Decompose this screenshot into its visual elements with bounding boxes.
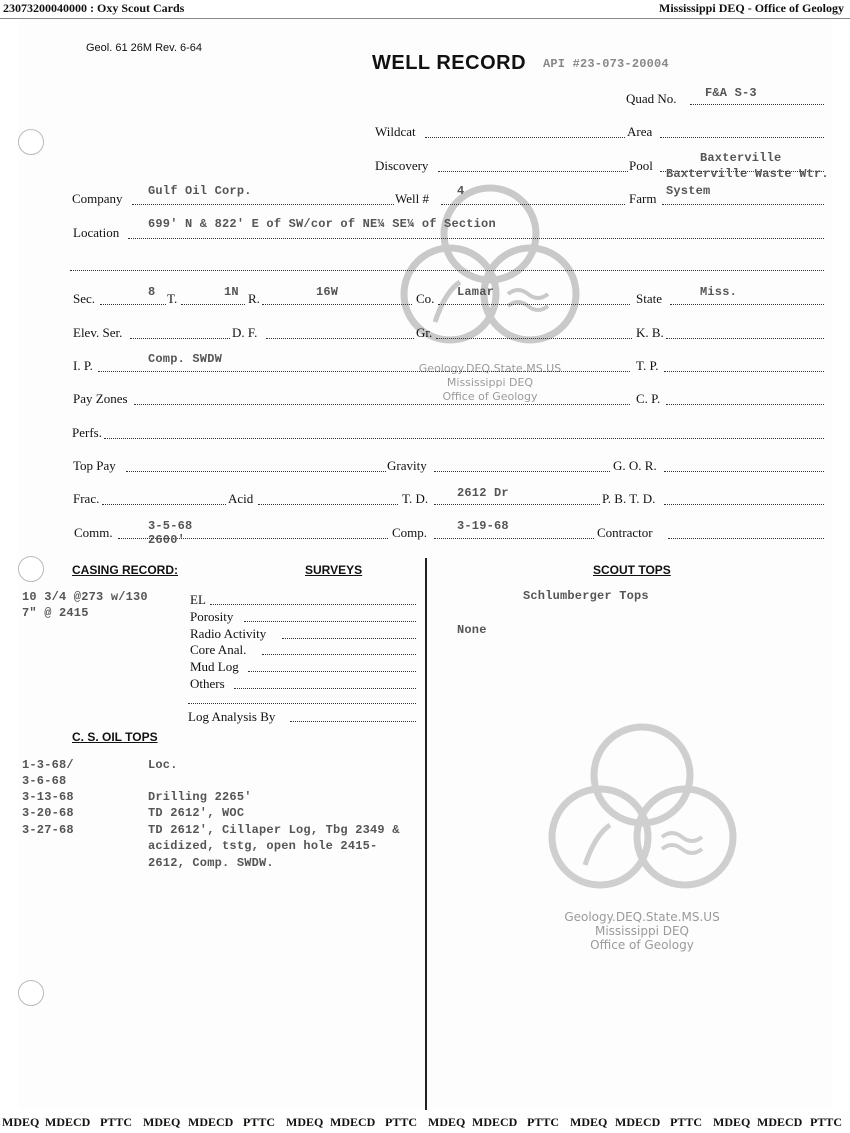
df-label: D. F.: [232, 325, 258, 340]
casing-record-heading: CASING RECORD:: [72, 563, 179, 577]
page-title: WELL RECORD: [372, 52, 527, 74]
watermark-text-3: Office of Geology: [590, 938, 694, 952]
location-value: 699' N & 822' E of SW/cor of NE¼ SE¼ of Section: [148, 217, 496, 231]
area-label: Area: [627, 124, 653, 139]
r-label: R.: [248, 291, 260, 306]
deq-watermark-logo-bottom: [530, 715, 760, 960]
header-right: Mississippi DEQ - Office of Geology: [659, 1, 844, 15]
watermark-text-3: Office of Geology: [442, 390, 538, 403]
company-line: [132, 204, 394, 205]
quad-no-line: [690, 104, 824, 105]
log-analysis-line: [290, 721, 416, 722]
td-value: 2612 Dr: [457, 486, 509, 500]
survey-core-anal-line: [262, 654, 416, 655]
elev-ser-label: Elev. Ser.: [73, 325, 123, 340]
cp-line: [666, 404, 824, 405]
county-label: Co.: [416, 291, 435, 306]
gr-line: [436, 338, 632, 339]
scout-tops-subheading: Schlumberger Tops: [523, 589, 649, 603]
gor-line: [664, 471, 824, 472]
pool-value-2: Baxterville Waste Wtr.: [666, 167, 829, 181]
survey-porosity-line: [244, 621, 416, 622]
survey-el-label: EL: [190, 592, 206, 607]
location-line-2: [70, 270, 824, 271]
footer-label: MDECD: [45, 1115, 91, 1129]
survey-core-anal-label: Core Anal.: [190, 642, 247, 657]
ip-line: [98, 371, 630, 372]
gor-label: G. O. R.: [613, 458, 657, 473]
comp-line: [434, 538, 594, 539]
top-pay-label: Top Pay: [73, 458, 116, 473]
top-pay-line: [126, 471, 386, 472]
casing-line-1: 10 3/4 @273 w/130: [22, 590, 148, 604]
t-label: T.: [167, 291, 178, 306]
cs-oil-tops-date: 3-6-68: [22, 774, 67, 788]
cs-oil-tops-date: 1-3-68/: [22, 758, 74, 772]
gravity-line: [434, 471, 610, 472]
header-left: 23073200040000 : Oxy Scout Cards: [3, 1, 185, 15]
cs-oil-tops-text: 2612, Comp. SWDW.: [148, 856, 274, 870]
log-analysis-label: Log Analysis By: [188, 709, 276, 724]
gravity-label: Gravity: [387, 458, 427, 473]
state-line: [670, 304, 824, 305]
footer-label: MDEQ: [428, 1115, 466, 1129]
farm-line: [662, 204, 824, 205]
kb-label: K. B.: [636, 325, 664, 340]
wildcat-line: [425, 137, 625, 138]
watermark-text-1: Geology.DEQ.State.MS.US: [418, 362, 562, 375]
pool-label: Pool: [629, 158, 653, 173]
perfs-line: [104, 438, 824, 439]
cs-oil-tops-text: acidized, tstg, open hole 2415-: [148, 839, 378, 853]
perfs-label: Perfs.: [72, 425, 102, 440]
pay-zones-line: [134, 404, 630, 405]
watermark-text-2: Mississippi DEQ: [594, 924, 690, 938]
punch-hole-middle: [18, 556, 44, 582]
survey-mud-log-line: [248, 671, 416, 672]
state-label: State: [636, 291, 662, 306]
county-line: [438, 304, 630, 305]
footer-label: MDEQ: [286, 1115, 324, 1129]
cs-oil-tops-text: Drilling 2265': [148, 790, 252, 804]
footer-label: MDECD: [330, 1115, 376, 1129]
cs-oil-tops-text: TD 2612', Cillaper Log, Tbg 2349 &: [148, 823, 400, 837]
survey-others-label: Others: [190, 676, 225, 691]
footer-label: MDECD: [757, 1115, 803, 1129]
company-label: Company: [72, 191, 123, 206]
watermark-text-2: Mississippi DEQ: [446, 376, 534, 389]
punch-hole-bottom: [18, 980, 44, 1006]
r-value: 16W: [316, 285, 339, 299]
survey-others-line: [234, 688, 416, 689]
td-line: [434, 504, 600, 505]
surveys-heading: SURVEYS: [305, 563, 363, 577]
location-label: Location: [73, 225, 120, 240]
section-divider: [425, 558, 427, 1110]
footer-label: MDECD: [472, 1115, 518, 1129]
pbtd-line: [664, 504, 824, 505]
ip-label: I. P.: [73, 358, 93, 373]
form-code: Geol. 61 26M Rev. 6-64: [86, 42, 202, 54]
farm-label: Farm: [629, 191, 657, 206]
quad-no-label: Quad No.: [626, 91, 677, 106]
footer-label: PTTC: [243, 1115, 276, 1129]
scout-tops-heading: SCOUT TOPS: [593, 563, 671, 577]
sec-label: Sec.: [73, 291, 96, 306]
cs-oil-tops-text: Loc.: [148, 758, 178, 772]
r-line: [262, 304, 412, 305]
footer-label: PTTC: [527, 1115, 560, 1129]
pbtd-label: P. B. T. D.: [602, 491, 656, 506]
watermark-text-1: Geology.DEQ.State.MS.US: [564, 910, 720, 924]
ip-value: Comp. SWDW: [148, 352, 223, 366]
county-value: Lamar: [457, 285, 495, 299]
farm-value: System: [666, 184, 711, 198]
scout-tops-entry: None: [457, 623, 487, 637]
wildcat-label: Wildcat: [375, 124, 416, 139]
elev-ser-line: [130, 338, 230, 339]
t-value: 1N: [224, 285, 239, 299]
survey-el-line: [210, 604, 416, 605]
casing-line-2: 7" @ 2415: [22, 606, 89, 620]
footer-label: MDECD: [188, 1115, 234, 1129]
punch-hole-top: [18, 129, 44, 155]
td-label: T. D.: [402, 491, 429, 506]
acid-label: Acid: [228, 491, 254, 506]
cs-oil-tops-date: 3-13-68: [22, 790, 74, 804]
well-label: Well #: [395, 191, 429, 206]
pool-value-1: Baxterville: [700, 151, 782, 165]
footer-label: MDEQ: [570, 1115, 608, 1129]
state-value: Miss.: [700, 285, 738, 299]
cs-oil-tops-heading: C. S. OIL TOPS: [72, 730, 158, 744]
survey-mud-log-label: Mud Log: [190, 659, 239, 674]
gr-label: Gr.: [416, 325, 433, 340]
footer-label: MDECD: [615, 1115, 661, 1129]
comm-value-date: 3-5-68: [148, 519, 193, 533]
cs-oil-tops-text: TD 2612', WOC: [148, 806, 245, 820]
cp-label: C. P.: [636, 391, 661, 406]
api-number: API #23-073-20004: [543, 57, 669, 71]
survey-radio-activity-label: Radio Activity: [190, 626, 267, 641]
area-line: [660, 137, 824, 138]
top-bar: [0, 0, 850, 19]
tp-line: [664, 371, 824, 372]
footer-label: PTTC: [670, 1115, 703, 1129]
footer-label: PTTC: [385, 1115, 418, 1129]
quad-no-value: F&A S-3: [705, 86, 757, 100]
well-line: [441, 204, 625, 205]
cs-oil-tops-date: 3-20-68: [22, 806, 74, 820]
df-line: [266, 338, 414, 339]
footer-label: PTTC: [100, 1115, 133, 1129]
footer-label: MDEQ: [143, 1115, 181, 1129]
survey-radio-activity-line: [282, 638, 416, 639]
comp-value: 3-19-68: [457, 519, 509, 533]
comm-value-depth: 2600': [148, 533, 186, 547]
sec-line: [100, 304, 166, 305]
survey-porosity-label: Porosity: [190, 609, 234, 624]
t-line: [181, 304, 245, 305]
company-value: Gulf Oil Corp.: [148, 184, 252, 198]
contractor-line: [668, 538, 824, 539]
survey-blank-line: [188, 703, 416, 704]
sec-value: 8: [148, 285, 156, 299]
well-value: 4: [457, 184, 465, 198]
frac-line: [102, 504, 226, 505]
frac-label: Frac.: [73, 491, 100, 506]
kb-line: [666, 338, 824, 339]
cs-oil-tops-date: 3-27-68: [22, 823, 74, 837]
contractor-label: Contractor: [597, 525, 653, 540]
discovery-line: [438, 171, 628, 172]
location-line: [128, 238, 824, 239]
footer-label: MDEQ: [2, 1115, 40, 1129]
comp-label: Comp.: [392, 525, 428, 540]
acid-line: [258, 504, 398, 505]
pay-zones-label: Pay Zones: [73, 391, 128, 406]
discovery-label: Discovery: [375, 158, 429, 173]
footer-label: MDEQ: [713, 1115, 751, 1129]
footer-label: PTTC: [810, 1115, 843, 1129]
comm-label: Comm.: [74, 525, 113, 540]
tp-label: T. P.: [636, 358, 659, 373]
